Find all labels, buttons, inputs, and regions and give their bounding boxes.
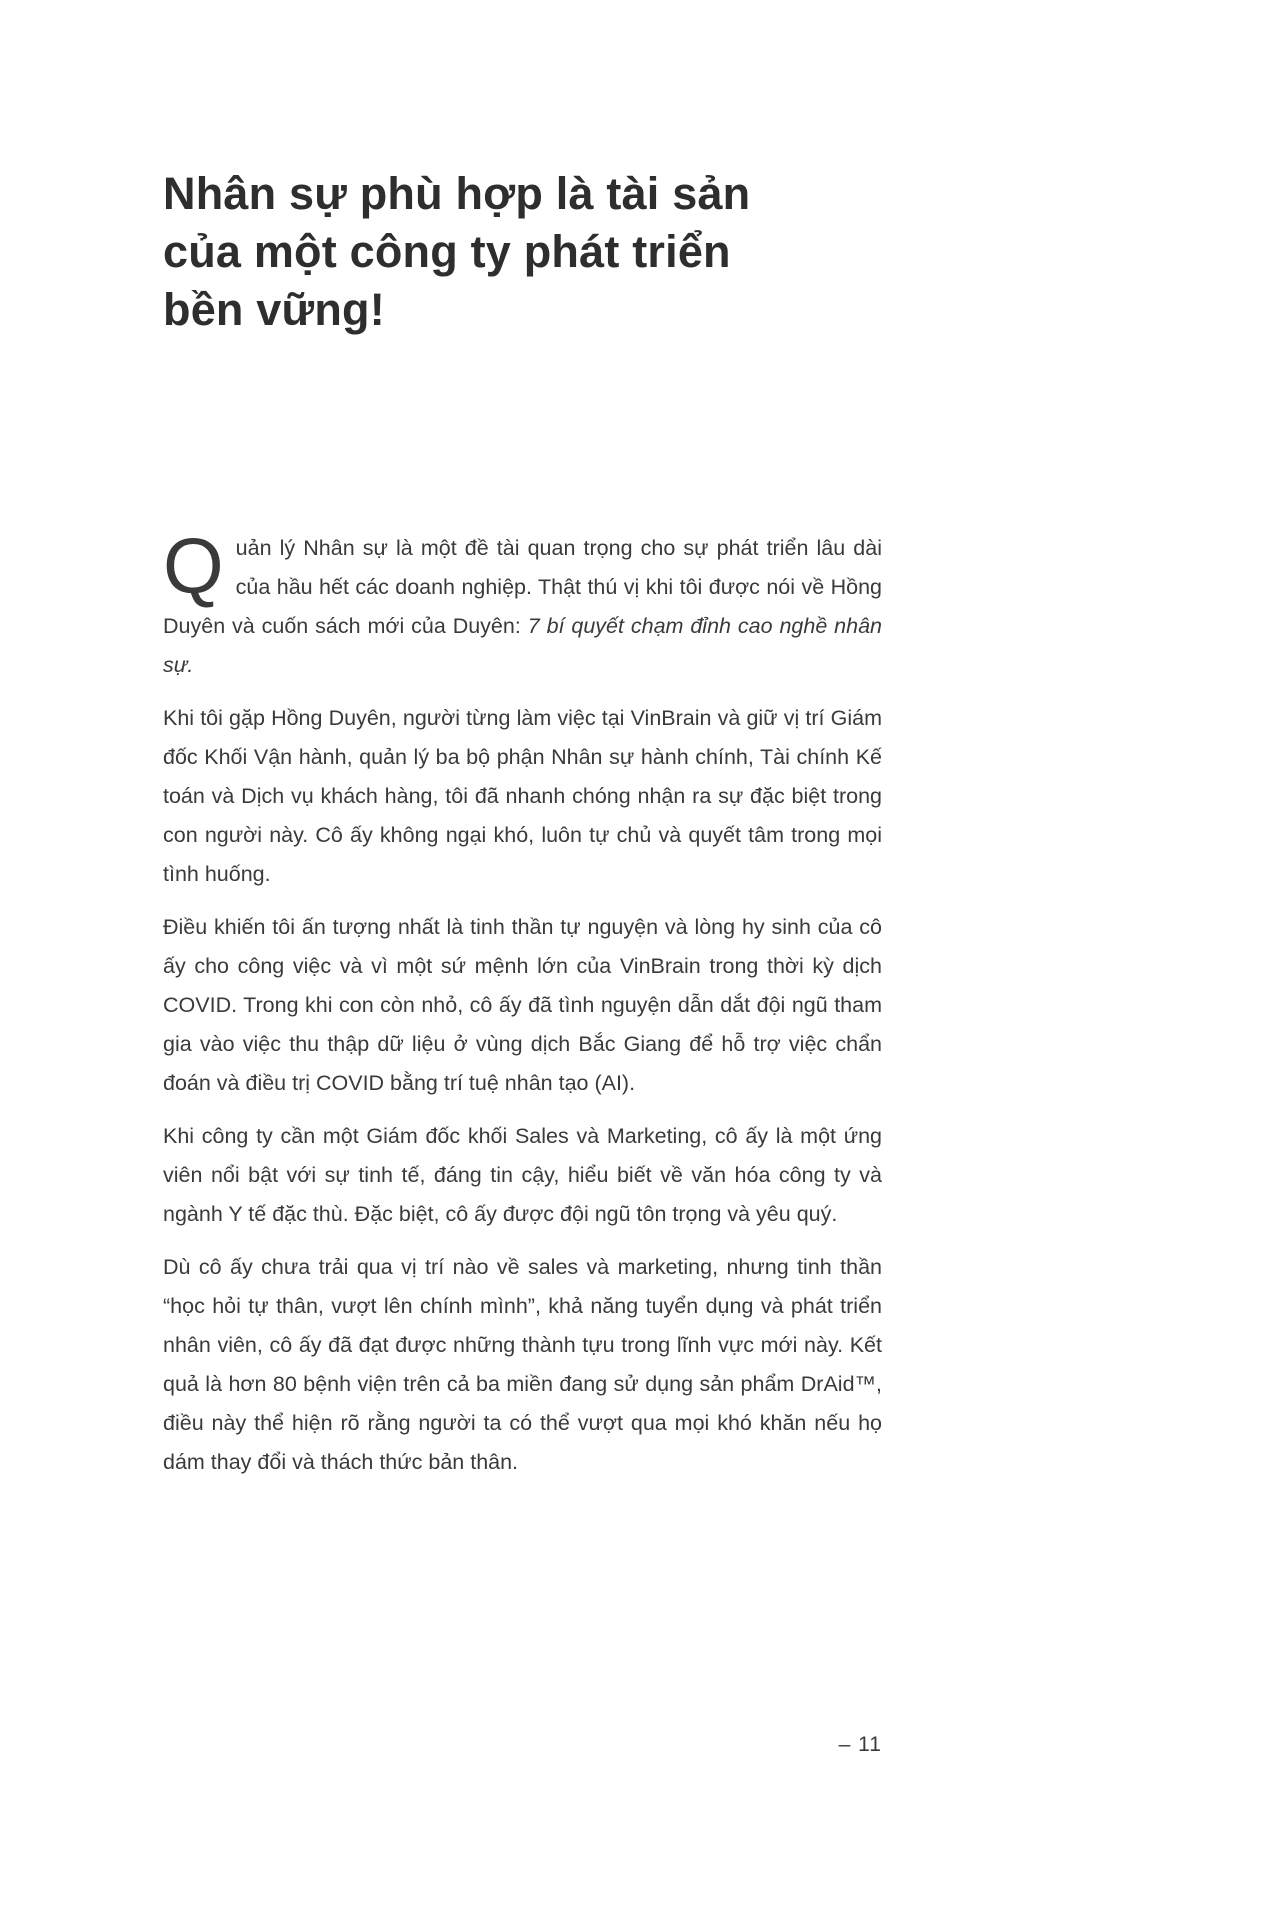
page-title-line-3: bền vững! [163,284,385,335]
intro-paragraph [163,522,882,685]
page-title [163,165,882,339]
page-title-line-2: của một công ty phát triển [163,226,731,277]
drop-cap: Q [163,522,224,610]
content-column [163,165,882,1482]
paragraph-3: Điều khiến tôi ấn tượng nhất là tinh thần tự nguyện và lòng hy sinh của cô ấy cho công việc và vì một sứ mệnh lớn của VinBrain trong thời kỳ dịch COVID. Trong khi con còn nhỏ, cô ấy đã tình nguyện dẫn dắt đội ngũ tham gia vào việc thu thập dữ liệu ở vùng dịch Bắc Giang để hỗ trợ việc chẩn đoán và điều trị COVID bằng trí tuệ nhân tạo (AI). [163,915,882,1095]
page-number: – 11 [838,1733,882,1756]
paragraph-4: Khi công ty cần một Giám đốc khối Sales và Marketing, cô ấy là một ứng viên nổi bật với sự tinh tế, đáng tin cậy, hiểu biết về văn hóa công ty và ngành Y tế đặc thù. Đặc biệt, cô ấy được đội ngũ tôn trọng và yêu quý. [163,1124,882,1226]
paragraph-5: Dù cô ấy chưa trải qua vị trí nào về sales và marketing, nhưng tinh thần “học hỏi tự thân, vượt lên chính mình”, khả năng tuyển dụng và phát triển nhân viên, cô ấy đã đạt được những thành tựu trong lĩnh vực mới này. Kết quả là hơn 80 bệnh viện trên cả ba miền đang sử dụng sản phẩm DrAid™, điều này thể hiện rõ rằng người ta có thể vượt qua mọi khó khăn nếu họ dám thay đổi và thách thức bản thân. [163,1255,882,1474]
book-title-italic: 7 bí quyết chạm đỉnh cao nghề nhân sự. [163,614,882,677]
intro-paragraph-text: uản lý Nhân sự là một đề tài quan trọng cho sự phát triển lâu dài của hầu hết các doanh nghiệp. Thật thú vị khi tôi được nói về Hồng Duyên và cuốn sách mới của Duyên: [163,536,882,638]
page-title-line-1: Nhân sự phù hợp là tài sản [163,168,751,219]
body-text [163,522,882,1482]
paragraph-2: Khi tôi gặp Hồng Duyên, người từng làm việc tại VinBrain và giữ vị trí Giám đốc Khối Vận hành, quản lý ba bộ phận Nhân sự hành chính, Tài chính Kế toán và Dịch vụ khách hàng, tôi đã nhanh chóng nhận ra sự đặc biệt trong con người này. Cô ấy không ngại khó, luôn tự chủ và quyết tâm trong mọi tình huống. [163,706,882,886]
